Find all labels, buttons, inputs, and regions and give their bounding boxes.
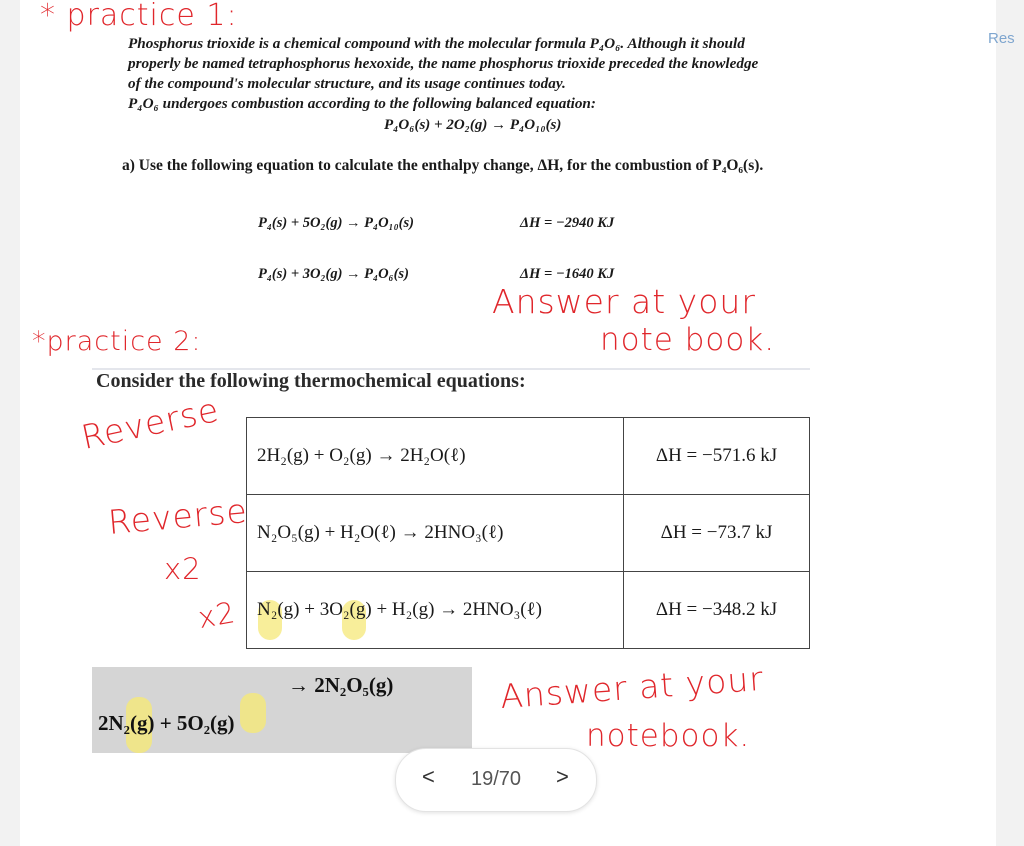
enthalpy-cell: ΔH = −73.7 kJ <box>624 495 810 572</box>
enthalpy-cell: ΔH = −348.2 kJ <box>624 572 810 649</box>
page-number: 19/70 <box>470 768 522 790</box>
reverse-note-2: Reverse <box>106 490 250 542</box>
practice2-heading: Consider the following thermochemical equations: <box>96 370 526 392</box>
answer-note-2-line1: Answer at your <box>498 658 765 717</box>
highlight-o2-target <box>240 693 266 733</box>
target-equation-left: 2N₂(g) + 5O₂(g) <box>98 711 235 735</box>
reaction-cell: 2H₂(g) + O₂(g) → 2H₂O(ℓ) <box>247 418 624 495</box>
target-equation-right: → 2N₂O₅(g) <box>288 673 394 697</box>
given-equation-1-dh: ΔH = −2940 KJ <box>520 215 615 231</box>
enthalpy-cell: ΔH = −571.6 kJ <box>624 418 810 495</box>
practice1-annotation: * practice 1: <box>40 0 238 33</box>
combustion-equation: P₄O₆(s) + 2O₂(g) → P₄O₁₀(s) <box>384 117 562 133</box>
paragraph-line: properly be named tetraphosphorus hexoxide, the name phosphorus trioxide preceded the knowledge <box>128 55 759 72</box>
reaction-cell: N₂(g) + 3O₂(g) + H₂(g) → 2HNO₃(ℓ) <box>247 572 624 649</box>
given-equation-1: P₄(s) + 5O₂(g) → P₄O₁₀(s) <box>258 215 414 231</box>
target-equation-image <box>92 667 472 753</box>
page-navigator <box>395 748 597 812</box>
previous-page-button[interactable]: < <box>422 764 435 789</box>
table-row <box>247 495 810 572</box>
paragraph-line: P₄O₆ undergoes combustion according to the following balanced equation: <box>128 95 596 112</box>
table-crop-edge <box>240 650 820 658</box>
times-two-note-1: x2 <box>164 552 202 586</box>
paragraph-line: of the compound's molecular structure, and its usage continues today. <box>128 75 566 92</box>
paragraph-line: Phosphorus trioxide is a chemical compound with the molecular formula P₄O₆. Although it should <box>128 35 745 52</box>
reaction-cell: N₂O₅(g) + H₂O(ℓ) → 2HNO₃(ℓ) <box>247 495 624 572</box>
times-two-note-2: x2 <box>195 594 239 636</box>
table-row <box>247 572 810 649</box>
table-row <box>247 418 810 495</box>
thermochemical-equations-table <box>246 417 810 649</box>
next-page-button[interactable]: > <box>556 764 569 789</box>
answer-note-2-line2: notebook. <box>586 718 751 754</box>
practice2-annotation: *practice 2: <box>32 326 202 357</box>
reverse-note-1: Reverse <box>77 389 223 457</box>
given-equation-2-dh: ΔH = −1640 KJ <box>520 266 615 282</box>
answer-note-1-line1: Answer at your <box>492 282 756 321</box>
practice1-paragraph <box>128 34 868 114</box>
given-equation-2: P₄(s) + 3O₂(g) → P₄O₆(s) <box>258 266 409 282</box>
question-a: a) Use the following equation to calculate the enthalpy change, ΔH, for the combustion of P₄O₆(s). <box>122 157 764 174</box>
answer-note-1-line2: note book. <box>600 322 776 358</box>
reset-button[interactable]: Res <box>988 30 1015 47</box>
